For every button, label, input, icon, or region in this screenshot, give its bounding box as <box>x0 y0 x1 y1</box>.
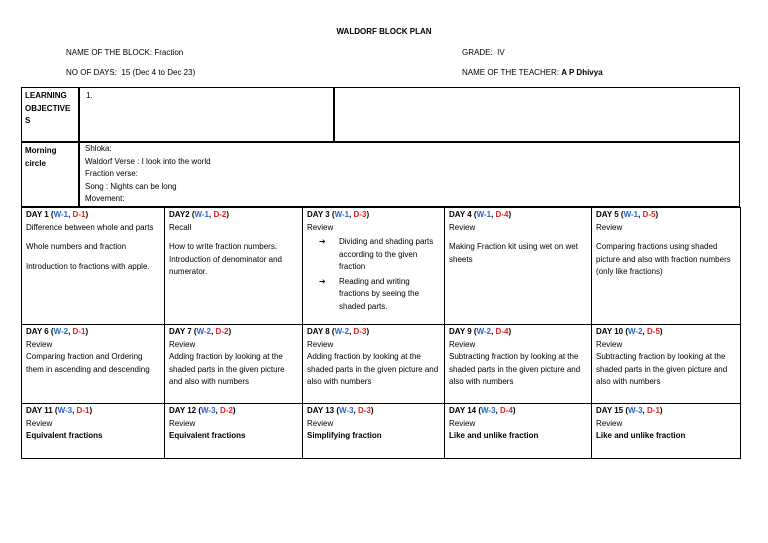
day-cell <box>302 324 445 404</box>
arrow-right-icon: ➔ <box>319 276 326 286</box>
teacher-label: NAME OF THE TEACHER: <box>462 68 560 77</box>
paren-close: ) <box>508 210 512 219</box>
day-text-line: Difference between whole and parts <box>26 222 154 232</box>
day-heading <box>596 209 736 222</box>
day-text-line: How to write fraction numbers. <box>169 242 278 251</box>
separator: , <box>215 406 220 415</box>
day-cell <box>591 403 741 459</box>
paren-close: ) <box>508 327 512 336</box>
day-cell <box>444 207 592 325</box>
day-heading <box>596 405 736 418</box>
day-heading <box>26 326 160 339</box>
day-text-line: Review <box>307 222 334 232</box>
day-text-line: Comparing fractions using shaded picture and also with fraction numbers (only like fractions) <box>596 242 731 276</box>
week-label: W-3 <box>628 406 643 415</box>
arrow-list-item <box>307 236 440 274</box>
day-heading <box>449 209 587 222</box>
day-number-label: D-3 <box>353 210 367 219</box>
day-cell <box>591 324 741 404</box>
day-topic: Equivalent fractions <box>26 431 103 440</box>
day-label: DAY 14 ( <box>449 406 482 415</box>
day-number-label: D-4 <box>495 327 509 336</box>
day-text-line: Review <box>449 418 476 428</box>
week-label: W-3 <box>201 406 216 415</box>
morning-circle-content <box>79 142 740 207</box>
day-number-label: D-2 <box>220 406 233 415</box>
week-label: W-1 <box>334 210 350 219</box>
day-number-label: D-3 <box>358 406 371 415</box>
day-label: DAY 6 ( <box>26 327 54 336</box>
paren-close: ) <box>232 406 236 415</box>
week-label: W-3 <box>481 406 496 415</box>
paren-close: ) <box>512 406 516 415</box>
separator: , <box>349 327 354 336</box>
day-heading <box>169 209 298 222</box>
day-heading <box>307 326 440 339</box>
separator: , <box>209 210 214 219</box>
day-label: DAY 10 ( <box>596 327 629 336</box>
day-cell <box>21 403 165 459</box>
day-cell <box>164 207 303 325</box>
day-text-line: Whole numbers and fraction <box>26 242 127 251</box>
day-text-line: Introduction of denominator and numerator. <box>169 254 282 276</box>
week-label: W-1 <box>194 210 210 219</box>
day-heading <box>169 326 298 339</box>
block-name <box>66 48 183 57</box>
day-label: DAY 5 ( <box>596 210 624 219</box>
day-cell <box>444 324 592 404</box>
paren-close: ) <box>366 327 370 336</box>
paren-close: ) <box>228 327 232 336</box>
day-text-line: Review <box>596 418 623 428</box>
day-label: DAY 4 ( <box>449 210 477 219</box>
morning-circle-line: Song : Nights can be long <box>85 181 177 191</box>
day-cell <box>591 207 741 325</box>
separator: , <box>72 406 77 415</box>
week-label: W-2 <box>53 327 69 336</box>
day-label: DAY 15 ( <box>596 406 629 415</box>
day-number-label: D-4 <box>500 406 513 415</box>
days-value: 15 (Dec 4 to Dec 23) <box>121 68 196 77</box>
paren-close: ) <box>659 406 663 415</box>
day-topic: Simplifying fraction <box>307 431 382 440</box>
separator: , <box>349 210 354 219</box>
day-text-line <box>26 254 160 261</box>
day-text-line: Review <box>307 339 334 349</box>
day-cell <box>302 403 445 459</box>
day-label: DAY 3 ( <box>307 210 335 219</box>
day-number-label: D-1 <box>72 327 86 336</box>
number-of-days <box>66 68 195 77</box>
day-text-line: Introduction to fractions with apple. <box>26 261 150 271</box>
day-number-label: D-1 <box>76 406 90 415</box>
day-label: DAY 13 ( <box>307 406 340 415</box>
grade-value: IV <box>497 48 505 57</box>
teacher-value: A P Dhivya <box>561 68 603 77</box>
day-label: DAY2 ( <box>169 210 195 219</box>
day-number-label: D-3 <box>353 327 367 336</box>
week-label: W-1 <box>476 210 492 219</box>
day-text-line: Subtracting fraction by looking at the shaded parts in the given picture and also with numbers <box>449 352 581 386</box>
block-label: NAME OF THE BLOCK: <box>66 48 153 57</box>
day-text-line: Adding fraction by looking at the shaded parts in the given picture and also with numbers <box>169 352 285 386</box>
learning-objectives-label: LEARNING OBJECTIVE S <box>21 87 79 142</box>
day-number-label: D-2 <box>215 327 229 336</box>
day-cell <box>21 207 165 325</box>
day-text-line: Comparing fraction and Ordering them in ascending and descending <box>26 352 150 374</box>
day-text-line: Review <box>169 418 196 428</box>
day-heading <box>169 405 298 418</box>
arrow-list-text: Dividing and shading parts according to the given fraction <box>339 237 434 271</box>
separator: , <box>491 327 496 336</box>
morning-circle-line: Movement: <box>85 194 125 203</box>
week-label: W-2 <box>196 327 212 336</box>
day-cell <box>164 403 303 459</box>
morning-circle-label: Morning circle <box>21 142 79 207</box>
day-text-line: Review <box>26 339 53 349</box>
learning-objective-blank-cell <box>334 87 740 142</box>
day-heading <box>596 326 736 339</box>
day-cell <box>21 324 165 404</box>
separator: , <box>642 406 647 415</box>
day-cell <box>444 403 592 459</box>
paren-close: ) <box>366 210 370 219</box>
week-label: W-2 <box>476 327 492 336</box>
block-value: Fraction <box>154 48 184 57</box>
day-label: DAY 7 ( <box>169 327 197 336</box>
week-label: W-1 <box>623 210 639 219</box>
paren-close: ) <box>89 406 93 415</box>
day-number-label: D-1 <box>72 210 86 219</box>
day-number-label: D-4 <box>495 210 509 219</box>
separator: , <box>211 327 216 336</box>
days-label: NO OF DAYS: <box>66 68 117 77</box>
day-number-label: D-2 <box>213 210 227 219</box>
separator: , <box>642 327 647 336</box>
separator: , <box>491 210 496 219</box>
day-number-label: D-5 <box>647 327 660 336</box>
learning-objective-item: 1. <box>79 87 334 142</box>
paren-close: ) <box>226 210 230 219</box>
day-heading <box>307 405 440 418</box>
day-text-line <box>26 234 160 241</box>
day-topic: Equivalent fractions <box>169 431 246 440</box>
morning-circle-line: Fraction verse: <box>85 169 138 178</box>
day-text-line: Adding fraction by looking at the shaded parts in the given picture and also with numbers <box>307 352 439 386</box>
document-title: WALDORF BLOCK PLAN <box>336 27 432 36</box>
paren-close: ) <box>659 327 663 336</box>
paren-close: ) <box>85 327 89 336</box>
arrow-list-item <box>307 276 440 314</box>
day-label: DAY 11 ( <box>26 406 58 415</box>
day-text-line: Review <box>307 418 334 428</box>
week-label: W-3 <box>57 406 73 415</box>
day-cell <box>164 324 303 404</box>
separator: , <box>495 406 500 415</box>
day-text-line: Review <box>26 418 53 428</box>
separator: , <box>638 210 643 219</box>
week-label: W-3 <box>339 406 354 415</box>
week-label: W-2 <box>334 327 350 336</box>
morning-circle-line: Shloka: <box>85 144 112 153</box>
paren-close: ) <box>370 406 374 415</box>
day-text-line: Subtracting fraction by looking at the shaded parts in the given picture and also with numbers <box>596 352 728 386</box>
day-text-line: Making Fraction kit using wet on wet sheets <box>449 242 578 264</box>
arrow-list-text: Reading and writing fractions by seeing the shaded parts. <box>339 276 420 311</box>
day-text-line: Review <box>596 339 623 349</box>
day-text-line <box>596 234 736 241</box>
day-label: DAY 1 ( <box>26 210 54 219</box>
separator: , <box>68 210 73 219</box>
day-number-label: D-1 <box>647 406 660 415</box>
day-label: DAY 9 ( <box>449 327 477 336</box>
day-heading <box>449 405 587 418</box>
day-text-line: Review <box>449 339 476 349</box>
grade <box>462 48 505 57</box>
grade-label: GRADE: <box>462 48 493 57</box>
day-heading <box>26 405 160 418</box>
day-text-line: Review <box>169 339 196 349</box>
day-number-label: D-5 <box>642 210 656 219</box>
teacher-name <box>462 68 603 77</box>
week-label: W-2 <box>628 327 643 336</box>
day-text-line: Review <box>449 222 476 232</box>
arrow-right-icon: ➔ <box>319 237 326 246</box>
day-heading <box>449 326 587 339</box>
day-text-line: Review <box>596 222 623 232</box>
paren-close: ) <box>655 210 659 219</box>
day-text-line <box>169 234 298 241</box>
day-topic: Like and unlike fraction <box>596 431 686 440</box>
separator: , <box>353 406 358 415</box>
day-topic: Like and unlike fraction <box>449 431 539 440</box>
morning-circle-line: Waldorf Verse : I look into the world <box>85 156 211 166</box>
separator: , <box>68 327 73 336</box>
day-text-line: Recall <box>169 222 192 232</box>
week-label: W-1 <box>53 210 69 219</box>
day-label: DAY 12 ( <box>169 406 202 415</box>
day-cell <box>302 207 445 325</box>
day-label: DAY 8 ( <box>307 327 335 336</box>
day-heading <box>26 209 160 222</box>
day-text-line <box>449 234 587 241</box>
day-heading <box>307 209 440 222</box>
paren-close: ) <box>85 210 89 219</box>
